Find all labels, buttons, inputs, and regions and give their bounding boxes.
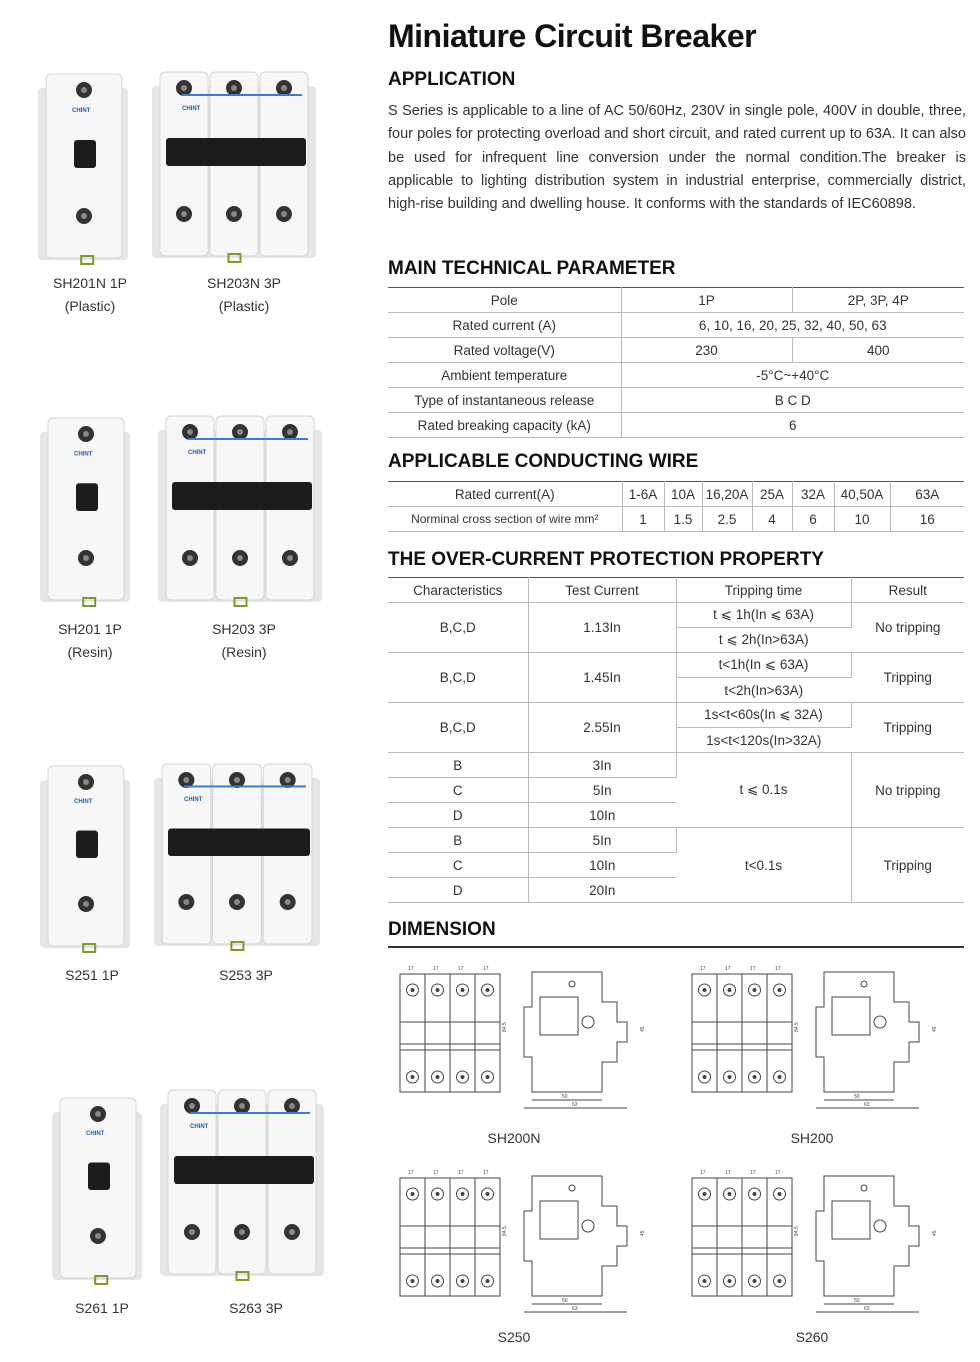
table-cell: Tripping: [851, 703, 964, 753]
table-row: [388, 363, 964, 388]
table-cell: 230: [621, 338, 792, 363]
page-title: Miniature Circuit Breaker: [388, 18, 757, 54]
dimension-drawing-s250: [392, 1166, 662, 1316]
breaker-image-s253-3p: [154, 758, 326, 954]
svg-text:63: 63: [572, 1306, 578, 1312]
svg-text:17: 17: [700, 1170, 706, 1176]
table-header: Tripping time: [676, 578, 851, 603]
table-row: [388, 753, 964, 778]
table-row: [388, 313, 964, 338]
svg-text:17: 17: [483, 966, 489, 972]
product-material: (Resin): [67, 644, 113, 660]
breaker-image-sh201n-1p: [38, 68, 134, 268]
table-cell: B: [388, 753, 528, 778]
table-cell: -5°C~+40°C: [621, 363, 964, 388]
svg-text:17: 17: [483, 1170, 489, 1176]
table-cell: 10: [834, 507, 890, 532]
table-cell: D: [388, 803, 528, 828]
svg-text:17: 17: [775, 966, 781, 972]
product-material: (Plastic): [64, 298, 116, 314]
product-caption: [25, 618, 155, 664]
table-cell: No tripping: [851, 753, 964, 828]
main-param-heading: MAIN TECHNICAL PARAMETER: [388, 258, 676, 279]
dimension-heading: DIMENSION: [388, 919, 496, 940]
table-cell: Rated current (A): [388, 313, 621, 338]
svg-text:CHINT: CHINT: [188, 450, 207, 456]
svg-text:84.5: 84.5: [794, 1022, 800, 1032]
dimension-caption: SH200: [790, 1130, 834, 1146]
table-row: [388, 288, 964, 313]
dimension-caption: S250: [497, 1329, 531, 1345]
table-cell: B,C,D: [388, 703, 528, 753]
main-param-table: [388, 287, 964, 438]
product-name: SH203N 3P: [207, 275, 281, 291]
svg-text:CHINT: CHINT: [74, 451, 93, 458]
table-cell: 5In: [528, 778, 676, 803]
product-caption: [25, 272, 155, 318]
svg-text:45: 45: [640, 1026, 646, 1032]
svg-text:CHINT: CHINT: [72, 108, 91, 114]
svg-text:84.5: 84.5: [502, 1226, 508, 1236]
table-cell: 1P: [621, 288, 792, 313]
svg-text:17: 17: [700, 966, 706, 972]
svg-text:63: 63: [864, 1102, 870, 1108]
svg-text:50: 50: [854, 1298, 860, 1304]
svg-text:50: 50: [562, 1094, 568, 1100]
divider: [388, 946, 964, 948]
svg-text:17: 17: [725, 966, 731, 972]
table-cell: Ambient temperature: [388, 363, 621, 388]
svg-text:CHINT: CHINT: [74, 799, 93, 806]
svg-text:17: 17: [458, 966, 464, 972]
svg-text:17: 17: [750, 966, 756, 972]
product-caption: [27, 964, 157, 987]
table-cell: B: [388, 828, 528, 853]
table-cell: No tripping: [851, 603, 964, 653]
table-row: [388, 653, 964, 678]
table-row: [388, 603, 964, 628]
table-cell: 16: [890, 507, 964, 532]
table-cell: B,C,D: [388, 653, 528, 703]
table-header: Result: [851, 578, 964, 603]
product-caption: [179, 618, 309, 664]
protection-heading: THE OVER-CURRENT PROTECTION PROPERTY: [388, 549, 824, 570]
table-row: [388, 507, 964, 532]
table-cell: t<2h(In>63A): [676, 678, 851, 703]
table-cell: Rated breaking capacity (kA): [388, 413, 621, 438]
table-cell: D: [388, 878, 528, 903]
svg-text:17: 17: [408, 966, 414, 972]
table-cell: 1: [622, 507, 664, 532]
table-row: [388, 482, 964, 507]
table-cell: Rated voltage(V): [388, 338, 621, 363]
table-cell: 40,50A: [834, 482, 890, 507]
product-material: (Resin): [221, 644, 267, 660]
svg-text:CHINT: CHINT: [184, 797, 203, 804]
dimension-drawing-s260: [684, 1166, 954, 1316]
dimension-caption: SH200N: [487, 1130, 541, 1146]
svg-text:17: 17: [725, 1170, 731, 1176]
product-name: S263 3P: [229, 1300, 283, 1316]
application-text: S Series is applicable to a line of AC 50/60Hz, 230V in single pole, 400V in double, three, four poles for protecting overload and short circuit, and rated current up to 63A. It can also be used for infrequent line conversion under the normal condition.The breaker is applicable to lighting distribution system in industrial enterprise, commercially district, high-rise building and dwelling house. It conforms with the standards of IEC60898.: [388, 103, 966, 213]
svg-text:50: 50: [854, 1094, 860, 1100]
product-caption: [181, 964, 311, 987]
svg-text:45: 45: [640, 1230, 646, 1236]
svg-text:17: 17: [433, 1170, 439, 1176]
table-cell: C: [388, 853, 528, 878]
table-cell: 5In: [528, 828, 676, 853]
product-caption: [37, 1297, 167, 1320]
product-caption: [191, 1297, 321, 1320]
table-cell: t<1h(In ⩽ 63A): [676, 653, 851, 678]
svg-text:CHINT: CHINT: [190, 1124, 209, 1130]
table-row: [388, 828, 964, 853]
table-row: [388, 338, 964, 363]
protection-table: [388, 577, 964, 903]
table-cell: 32A: [792, 482, 834, 507]
svg-text:17: 17: [750, 1170, 756, 1176]
wire-heading: APPLICABLE CONDUCTING WIRE: [388, 451, 699, 472]
svg-text:CHINT: CHINT: [182, 106, 201, 112]
table-cell: 16,20A: [702, 482, 752, 507]
breaker-image-sh203-3p: [158, 410, 328, 610]
product-name: SH201N 1P: [53, 275, 127, 291]
table-cell: 10In: [528, 853, 676, 878]
table-cell: 2.5: [702, 507, 752, 532]
table-cell: 10A: [664, 482, 702, 507]
svg-text:84.5: 84.5: [502, 1022, 508, 1032]
table-cell: 2.55In: [528, 703, 676, 753]
table-cell: 1.5: [664, 507, 702, 532]
table-cell: C: [388, 778, 528, 803]
product-name: S251 1P: [65, 967, 119, 983]
product-name: S253 3P: [219, 967, 273, 983]
svg-text:50: 50: [562, 1298, 568, 1304]
breaker-image-sh201-1p: [40, 412, 136, 610]
svg-text:63: 63: [864, 1306, 870, 1312]
svg-text:45: 45: [932, 1230, 938, 1236]
table-cell: 10In: [528, 803, 676, 828]
table-header: Test Current: [528, 578, 676, 603]
table-cell: t ⩽ 1h(In ⩽ 63A): [676, 603, 851, 628]
table-row: [388, 388, 964, 413]
breaker-image-s261-1p: [52, 1092, 148, 1288]
table-cell: B C D: [621, 388, 964, 413]
svg-text:17: 17: [408, 1170, 414, 1176]
table-cell: 1s<t<120s(In>32A): [676, 728, 851, 753]
table-row: [388, 578, 964, 603]
table-cell: 1s<t<60s(In ⩽ 32A): [676, 703, 851, 728]
breaker-image-s251-1p: [40, 760, 136, 956]
table-cell: 3In: [528, 753, 676, 778]
table-cell: 63A: [890, 482, 964, 507]
table-cell: 20In: [528, 878, 676, 903]
svg-text:17: 17: [775, 1170, 781, 1176]
product-name: SH203 3P: [212, 621, 276, 637]
breaker-image-sh203n-3p: [152, 66, 322, 266]
table-cell: Pole: [388, 288, 621, 313]
table-cell: 4: [752, 507, 792, 532]
breaker-image-s263-3p: [160, 1084, 330, 1284]
table-cell: 6, 10, 16, 20, 25, 32, 40, 50, 63: [621, 313, 964, 338]
table-row: [388, 703, 964, 728]
dimension-drawing-sh200n: [392, 962, 662, 1112]
wire-table: [388, 481, 964, 532]
svg-text:CHINT: CHINT: [86, 1131, 105, 1138]
table-cell: Norminal cross section of wire mm²: [388, 507, 622, 532]
product-material: (Plastic): [218, 298, 270, 314]
table-cell: Rated current(A): [388, 482, 622, 507]
dimension-drawing-sh200: [684, 962, 954, 1112]
svg-text:45: 45: [932, 1026, 938, 1032]
table-cell: 6: [621, 413, 964, 438]
table-cell: Tripping: [851, 653, 964, 703]
table-cell: t ⩽ 2h(In>63A): [676, 628, 851, 653]
table-cell: 2P, 3P, 4P: [792, 288, 964, 313]
product-name: S261 1P: [75, 1300, 129, 1316]
svg-text:17: 17: [458, 1170, 464, 1176]
table-cell: 25A: [752, 482, 792, 507]
svg-text:84.5: 84.5: [794, 1226, 800, 1236]
table-cell: t<0.1s: [676, 828, 851, 903]
table-cell: 400: [792, 338, 964, 363]
table-cell: Tripping: [851, 828, 964, 903]
application-heading: APPLICATION: [388, 69, 516, 90]
dimension-caption: S260: [795, 1329, 829, 1345]
table-cell: 1-6A: [622, 482, 664, 507]
svg-text:63: 63: [572, 1102, 578, 1108]
product-name: SH201 1P: [58, 621, 122, 637]
table-cell: 6: [792, 507, 834, 532]
table-cell: 1.45In: [528, 653, 676, 703]
table-cell: Type of instantaneous release: [388, 388, 621, 413]
product-caption: [179, 272, 309, 318]
table-cell: 1.13In: [528, 603, 676, 653]
table-row: [388, 413, 964, 438]
table-cell: B,C,D: [388, 603, 528, 653]
table-cell: t ⩽ 0.1s: [676, 753, 851, 828]
table-header: Characteristics: [388, 578, 528, 603]
svg-text:17: 17: [433, 966, 439, 972]
